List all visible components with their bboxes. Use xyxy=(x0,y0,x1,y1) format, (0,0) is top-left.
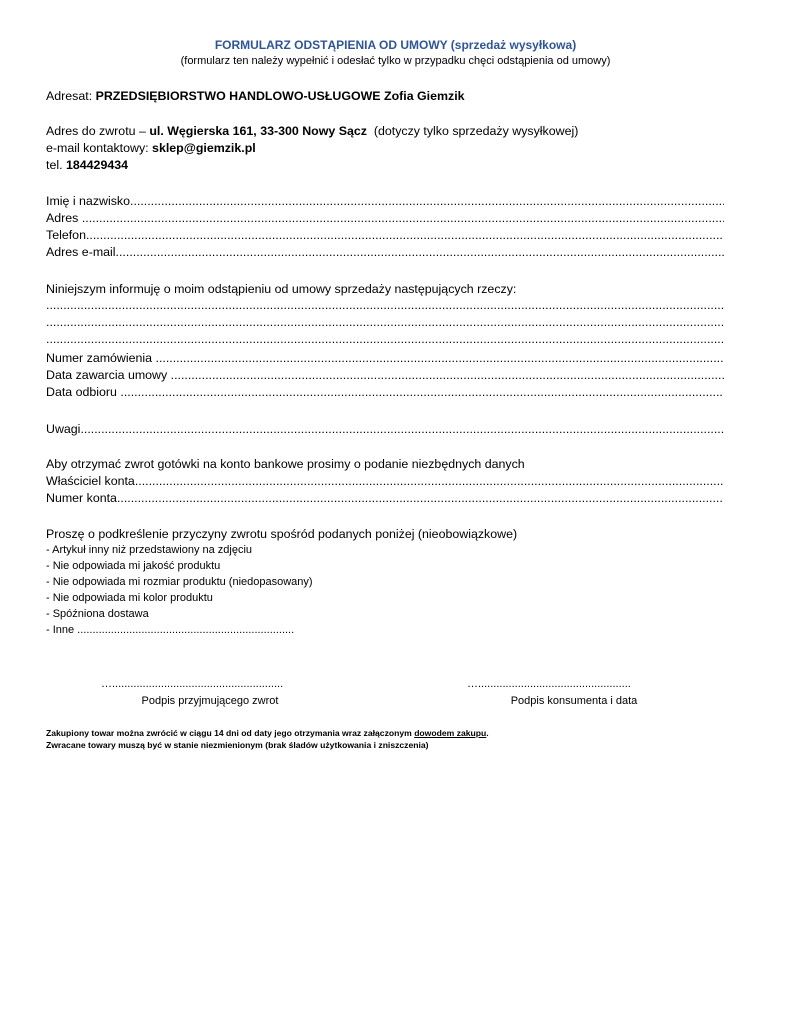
address-field-label: Adres xyxy=(46,211,82,225)
account-number-field[interactable] xyxy=(46,491,724,505)
return-address-value: ul. Węgierska 161, 33-300 Nowy Sącz xyxy=(149,124,367,138)
email-field-label: Adres e-mail xyxy=(46,245,116,259)
footer-note-2: Zwracane towary muszą być w stanie niezmienionym (brak śladów użytkowania i zniszczenia) xyxy=(46,740,429,750)
notes-field[interactable] xyxy=(46,422,724,436)
consumer-signature-line[interactable]: ….................................................. xyxy=(467,678,631,690)
contract-date-label: Data zawarcia umowy xyxy=(46,368,171,382)
footer-note-1-text: Zakupiony towar można zwrócić w ciągu 14 dni od daty jego otrzymania wraz załączonym xyxy=(46,728,415,738)
receiver-signature-line[interactable]: …........................................................ xyxy=(101,678,284,690)
phone-field-label: Telefon xyxy=(46,228,86,242)
name-field-dots[interactable] xyxy=(130,194,724,208)
email-value: sklep@giemzik.pl xyxy=(152,141,256,155)
address-field-dots[interactable] xyxy=(82,211,724,225)
account-number-dots[interactable] xyxy=(117,491,724,505)
account-owner-dots[interactable] xyxy=(135,474,724,488)
account-owner-label: Właściciel konta xyxy=(46,474,135,488)
reason-item[interactable]: - Spóźniona dostawa xyxy=(46,608,149,620)
account-owner-field[interactable] xyxy=(46,474,724,488)
pickup-date-field[interactable] xyxy=(46,385,724,399)
return-address-note: (dotyczy tylko sprzedaży wysyłkowej) xyxy=(366,124,579,138)
form-title: FORMULARZ ODSTĄPIENIA OD UMOWY (sprzedaż wysyłkowa) xyxy=(214,38,577,52)
name-field[interactable] xyxy=(46,194,724,208)
phone-field[interactable] xyxy=(46,228,724,242)
reason-item[interactable]: - Inne ....................................................................... xyxy=(46,624,295,636)
receiver-signature-label: Podpis przyjmującego zwrot xyxy=(141,695,279,707)
notes-dots[interactable] xyxy=(80,422,724,436)
addressee-label: Adresat: xyxy=(46,89,96,103)
reason-item[interactable]: - Nie odpowiada mi kolor produktu xyxy=(46,592,213,604)
addressee-value: PRZEDSIĘBIORSTWO HANDLOWO-USŁUGOWE Zofia Giemzik xyxy=(95,89,465,103)
email-label: e-mail kontaktowy: xyxy=(46,141,153,155)
footer-note-1-end: . xyxy=(486,728,489,738)
addressee-line xyxy=(46,89,465,103)
phone-line xyxy=(46,158,128,172)
order-number-dots[interactable] xyxy=(156,351,725,365)
item-line-2[interactable] xyxy=(46,315,724,329)
address-field[interactable] xyxy=(46,211,724,225)
pickup-date-label: Data odbioru xyxy=(46,385,121,399)
notes-label: Uwagi xyxy=(46,422,81,436)
reason-item[interactable]: - Nie odpowiada mi jakość produktu xyxy=(46,560,221,572)
item-line-2-dots[interactable] xyxy=(46,315,724,329)
phone-field-dots[interactable] xyxy=(86,228,724,242)
reasons-intro: Proszę o podkreślenie przyczyny zwrotu spośród podanych poniżej (nieobowiązkowe) xyxy=(46,527,518,541)
item-line-1-dots[interactable] xyxy=(46,298,724,312)
reason-item[interactable]: - Artykuł inny niż przedstawiony na zdjęciu xyxy=(46,544,253,556)
contract-date-dots[interactable] xyxy=(171,368,724,382)
return-address-line xyxy=(46,124,578,138)
pickup-date-dots[interactable] xyxy=(120,385,724,399)
phone-value: 184429434 xyxy=(65,158,129,172)
item-line-3-dots[interactable] xyxy=(46,332,724,346)
form-subtitle: (formularz ten należy wypełnić i odesłać tylko w przypadku chęci odstąpienia od umowy) xyxy=(180,55,611,67)
items-intro: Niniejszym informuję o moim odstąpieniu od umowy sprzedaży następujących rzeczy: xyxy=(46,282,517,296)
refund-intro: Aby otrzymać zwrot gotówki na konto bankowe prosimy o podanie niezbędnych danych xyxy=(46,457,525,471)
email-field[interactable] xyxy=(46,245,724,259)
return-address-label: Adres do zwrotu – xyxy=(46,124,150,138)
proof-of-purchase-text: dowodem zakupu xyxy=(414,728,487,738)
name-field-label: Imię i nazwisko xyxy=(46,194,131,208)
order-number-field[interactable] xyxy=(46,351,724,365)
email-field-dots[interactable] xyxy=(116,245,724,259)
email-line xyxy=(46,141,256,155)
footer-note-1 xyxy=(46,728,489,738)
contract-date-field[interactable] xyxy=(46,368,724,382)
phone-label: tel. xyxy=(46,158,66,172)
account-number-label: Numer konta xyxy=(46,491,117,505)
order-number-label: Numer zamówienia xyxy=(46,351,156,365)
item-line-3[interactable] xyxy=(46,332,724,346)
item-line-1[interactable] xyxy=(46,298,724,312)
consumer-signature-label: Podpis konsumenta i data xyxy=(510,695,638,707)
reason-item[interactable]: - Nie odpowiada mi rozmiar produktu (niedopasowany) xyxy=(46,576,313,588)
